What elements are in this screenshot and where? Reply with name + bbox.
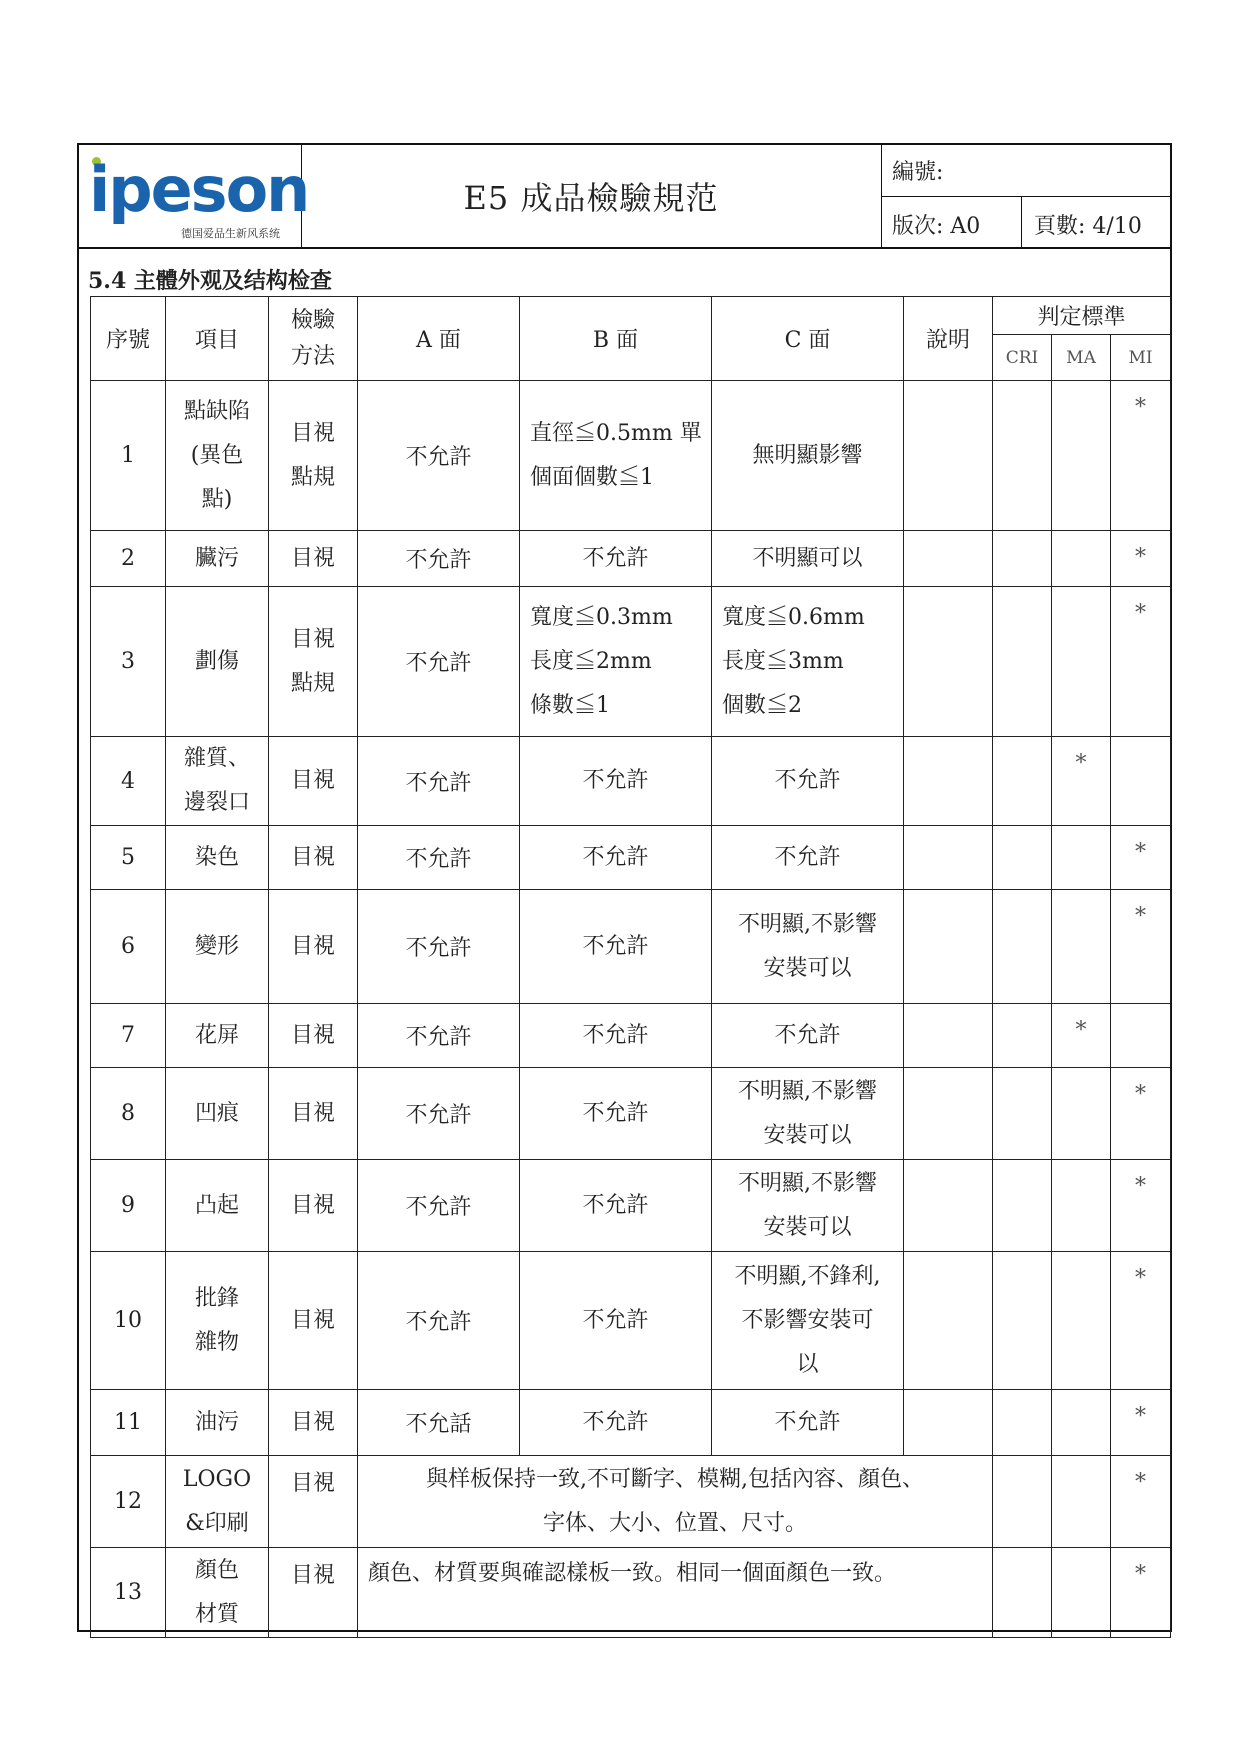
header-face-b: B 面 <box>520 297 712 381</box>
cell-no: 1 <box>91 381 166 531</box>
cell-face-b-line: 不允許 <box>582 1100 649 1126</box>
cell-item <box>166 826 269 890</box>
cell-ma <box>1052 1456 1111 1548</box>
cell-mi: * <box>1111 1390 1171 1456</box>
cell-item-line: 點缺陷 <box>183 398 250 424</box>
cell-note <box>904 381 993 531</box>
cell-description: 顏色、材質要與確認樣板一致。相同一個面顏色一致。 <box>358 1548 993 1638</box>
cell-mi <box>1111 737 1171 826</box>
cell-face-a: 不允許 <box>358 1160 520 1252</box>
cell-ma <box>1052 1390 1111 1456</box>
header-face-c: C 面 <box>712 297 904 381</box>
cell-cri <box>993 737 1052 826</box>
cell-item <box>166 1456 269 1548</box>
cell-method-line: 目視 <box>290 1022 335 1048</box>
cell-note <box>904 737 993 826</box>
code-label: 編號: <box>892 160 944 185</box>
cell-face-c-line: 長度≦3mm <box>722 648 844 674</box>
cell-face-c <box>712 737 904 826</box>
cell-no: 4 <box>91 737 166 826</box>
cell-mi: * <box>1111 531 1171 587</box>
logo-tagline: 德国爱品生新风系统 <box>181 227 280 240</box>
cell-item <box>166 737 269 826</box>
left-border <box>77 249 79 1632</box>
cell-face-b-line: 不允許 <box>582 1192 649 1218</box>
cell-face-b-line: 不允許 <box>582 1022 649 1048</box>
table-row <box>91 1004 1171 1068</box>
cell-method-line: 目視 <box>290 844 335 870</box>
header-method-text: 檢驗方法 <box>290 307 335 369</box>
table-row <box>91 587 1171 737</box>
cell-ma <box>1052 531 1111 587</box>
cell-method <box>269 1068 358 1160</box>
cell-face-b <box>520 1252 712 1390</box>
cell-method-line: 點規 <box>290 464 335 490</box>
cell-method <box>269 1252 358 1390</box>
cell-mi: * <box>1111 1548 1171 1638</box>
header-criteria: 判定標準 <box>993 297 1171 335</box>
cell-mi: * <box>1111 587 1171 737</box>
cell-item <box>166 1548 269 1638</box>
cell-face-a: 不允許 <box>358 381 520 531</box>
cell-ma <box>1052 1252 1111 1390</box>
cell-face-c-line: 不明顯可以 <box>752 545 863 571</box>
cell-note <box>904 531 993 587</box>
cell-method-line: 目視 <box>290 420 335 446</box>
table-body <box>91 381 1171 1456</box>
cell-no: 11 <box>91 1390 166 1456</box>
cell-note <box>904 587 993 737</box>
cell-face-c-line: 不影響安裝可 <box>741 1307 874 1333</box>
cell-face-b-line: 長度≦2mm <box>530 648 652 674</box>
cell-method-line: 目視 <box>290 545 335 571</box>
cell-ma <box>1052 381 1111 531</box>
cell-face-b-line: 不允許 <box>582 768 649 793</box>
cell-item-line: 染色 <box>194 844 239 870</box>
cell-item <box>166 1004 269 1068</box>
cell-face-b-line: 不允許 <box>582 1307 649 1333</box>
cell-no: 5 <box>91 826 166 890</box>
cell-note <box>904 1390 993 1456</box>
cell-face-b <box>520 1390 712 1456</box>
cell-item-line: 批鋒 <box>194 1285 239 1311</box>
cell-method: 目視 <box>269 1548 358 1638</box>
cell-method: 目視 <box>269 1456 358 1548</box>
cell-item-line: 臟污 <box>194 545 239 571</box>
cell-method-line: 目視 <box>290 933 335 959</box>
inspection-table <box>90 296 1171 1638</box>
cell-face-b-line: 個面個數≦1 <box>530 464 654 490</box>
cell-method-line: 目視 <box>290 626 335 652</box>
header-face-a: A 面 <box>358 297 520 381</box>
cell-method <box>269 737 358 826</box>
cell-ma <box>1052 1068 1111 1160</box>
cell-cri <box>993 531 1052 587</box>
cell-method <box>269 1004 358 1068</box>
table-row <box>91 1160 1171 1252</box>
header-item: 項目 <box>166 297 269 381</box>
table-row <box>91 737 1171 826</box>
cell-cri <box>993 1068 1052 1160</box>
cell-cri <box>993 1390 1052 1456</box>
cell-face-a: 不允許 <box>358 531 520 587</box>
cell-ma: * <box>1052 1004 1111 1068</box>
cell-mi: * <box>1111 1252 1171 1390</box>
cell-item <box>166 1390 269 1456</box>
table-row <box>91 826 1171 890</box>
table-row <box>91 1456 1171 1548</box>
cell-description <box>358 1456 993 1548</box>
cell-method-line: 目視 <box>290 1192 335 1218</box>
cell-face-c-line: 安裝可以 <box>763 1122 852 1148</box>
table-row <box>91 1390 1171 1456</box>
cell-method-line: 目視 <box>290 768 335 793</box>
cell-face-c <box>712 1252 904 1390</box>
logo-wordmark: ipeson <box>89 153 309 226</box>
cell-face-c <box>712 826 904 890</box>
section-title: 5.4 主體外观及结构检查 <box>88 268 332 294</box>
cell-method <box>269 531 358 587</box>
cell-face-b <box>520 737 712 826</box>
cell-face-c <box>712 890 904 1004</box>
cell-method-line: 目視 <box>290 1100 335 1126</box>
table-row <box>91 890 1171 1004</box>
cell-cri <box>993 587 1052 737</box>
cell-method <box>269 1390 358 1456</box>
cell-face-c <box>712 587 904 737</box>
cell-no: 8 <box>91 1068 166 1160</box>
cell-no: 6 <box>91 890 166 1004</box>
cell-face-c <box>712 1160 904 1252</box>
version-label: 版次: <box>892 214 944 239</box>
cell-mi: * <box>1111 1160 1171 1252</box>
cell-method-line: 目視 <box>290 1409 335 1435</box>
cell-no: 2 <box>91 531 166 587</box>
page-value: 4/10 <box>1092 214 1142 239</box>
cell-face-c-line: 以 <box>796 1351 819 1377</box>
cell-method <box>269 890 358 1004</box>
table-row <box>91 531 1171 587</box>
table-row <box>91 1252 1171 1390</box>
cell-item-line: 邊裂口 <box>183 790 250 815</box>
cell-face-c-line: 不允許 <box>774 768 841 793</box>
table-body-summary <box>91 1456 1171 1638</box>
logo-cell <box>79 145 309 247</box>
cell-face-a: 不允許 <box>358 737 520 826</box>
cell-item-line: 雜質、 <box>183 746 250 771</box>
cell-item-line: LOGO <box>182 1466 252 1492</box>
cell-item <box>166 587 269 737</box>
cell-item-line: 花屏 <box>194 1022 239 1048</box>
cell-face-c-line: 安裝可以 <box>763 955 852 981</box>
cell-face-c-line: 個數≦2 <box>722 692 802 718</box>
cell-face-c <box>712 1004 904 1068</box>
cell-description-line: 與样板保持一致,不可斷字、模糊,包括內容、顏色、 <box>426 1466 924 1492</box>
cell-face-a: 不允許 <box>358 1068 520 1160</box>
document-page <box>1022 197 1171 247</box>
cell-face-b-line: 寬度≦0.3mm <box>530 604 673 630</box>
cell-item-line: 凸起 <box>194 1192 239 1218</box>
table-row <box>91 1068 1171 1160</box>
cell-item-line: 點) <box>201 486 233 512</box>
page-label: 頁數: <box>1034 214 1086 239</box>
cell-face-b <box>520 381 712 531</box>
cell-face-b <box>520 826 712 890</box>
cell-note <box>904 890 993 1004</box>
cell-ma <box>1052 826 1111 890</box>
cell-mi: * <box>1111 1456 1171 1548</box>
cell-item-line: 變形 <box>194 933 239 959</box>
cell-no: 9 <box>91 1160 166 1252</box>
document-version <box>882 197 1022 247</box>
cell-face-a: 不允許 <box>358 1252 520 1390</box>
cell-face-c-line: 不明顯,不影響 <box>738 1078 877 1104</box>
cell-note <box>904 1004 993 1068</box>
cell-ma <box>1052 1548 1111 1638</box>
cell-face-b-line: 不允許 <box>582 1409 649 1435</box>
cell-cri <box>993 1456 1052 1548</box>
cell-face-c-line: 不明顯,不影響 <box>738 1170 877 1196</box>
cell-face-b <box>520 1068 712 1160</box>
cell-item <box>166 381 269 531</box>
cell-no: 10 <box>91 1252 166 1390</box>
cell-face-b <box>520 531 712 587</box>
cell-face-b-line: 不允許 <box>582 844 649 870</box>
cell-cri <box>993 1160 1052 1252</box>
cell-item <box>166 1160 269 1252</box>
header-no: 序號 <box>91 297 166 381</box>
cell-item <box>166 890 269 1004</box>
cell-cri <box>993 826 1052 890</box>
company-logo <box>89 153 309 243</box>
cell-item-line: 凹痕 <box>194 1100 239 1126</box>
cell-note <box>904 826 993 890</box>
cell-face-c <box>712 1068 904 1160</box>
header-mi: MI <box>1111 335 1171 381</box>
cell-face-c-line: 不明顯,不鋒利, <box>734 1263 881 1289</box>
cell-face-b-line: 條數≦1 <box>530 692 610 718</box>
cell-item-line: 油污 <box>194 1409 239 1435</box>
cell-face-c <box>712 531 904 587</box>
cell-face-c <box>712 1390 904 1456</box>
cell-ma <box>1052 1160 1111 1252</box>
cell-method-line: 點規 <box>290 670 335 696</box>
cell-item-line: 顏色 <box>194 1557 239 1583</box>
cell-no: 13 <box>91 1548 166 1638</box>
cell-face-c-line: 安裝可以 <box>763 1214 852 1240</box>
cell-face-a: 不允許 <box>358 587 520 737</box>
cell-face-c-line: 不明顯,不影響 <box>738 911 877 937</box>
cell-face-a: 不允許 <box>358 1004 520 1068</box>
cell-method <box>269 1160 358 1252</box>
cell-cri <box>993 381 1052 531</box>
cell-method <box>269 826 358 890</box>
cell-face-c <box>712 381 904 531</box>
cell-note <box>904 1068 993 1160</box>
document-code <box>882 145 1171 197</box>
cell-face-c-line: 寬度≦0.6mm <box>722 604 865 630</box>
cell-no: 12 <box>91 1456 166 1548</box>
cell-mi: * <box>1111 890 1171 1004</box>
cell-method <box>269 381 358 531</box>
version-value: A0 <box>950 214 981 239</box>
cell-item <box>166 1068 269 1160</box>
cell-item <box>166 1252 269 1390</box>
cell-face-c-line: 不允許 <box>774 1409 841 1435</box>
cell-mi: * <box>1111 1068 1171 1160</box>
cell-face-b <box>520 1004 712 1068</box>
cell-face-b-line: 不允許 <box>582 933 649 959</box>
header-note: 說明 <box>904 297 993 381</box>
cell-face-b <box>520 587 712 737</box>
cell-no: 7 <box>91 1004 166 1068</box>
cell-item <box>166 531 269 587</box>
cell-method-line: 目視 <box>290 1307 335 1333</box>
cell-face-b <box>520 1160 712 1252</box>
cell-ma <box>1052 587 1111 737</box>
header-ma: MA <box>1052 335 1111 381</box>
cell-method <box>269 587 358 737</box>
cell-note <box>904 1252 993 1390</box>
cell-note <box>904 1160 993 1252</box>
cell-face-a: 不允許 <box>358 890 520 1004</box>
cell-item-line: &印刷 <box>185 1510 249 1536</box>
cell-mi <box>1111 1004 1171 1068</box>
cell-item-line: 材質 <box>194 1601 239 1627</box>
cell-face-b <box>520 890 712 1004</box>
cell-cri <box>993 1548 1052 1638</box>
cell-item-line: (異色 <box>190 442 244 468</box>
cell-description-line: 字体、大小、位置、尺寸。 <box>542 1510 807 1536</box>
header-method <box>269 297 358 381</box>
cell-face-b-line: 直徑≦0.5mm 單 <box>530 420 702 446</box>
document-meta <box>881 145 1171 247</box>
cell-cri <box>993 1004 1052 1068</box>
document-header <box>77 143 1172 249</box>
document-title: E5 成品檢驗規范 <box>463 179 719 217</box>
cell-mi: * <box>1111 381 1171 531</box>
cell-face-a: 不允話 <box>358 1390 520 1456</box>
cell-ma: * <box>1052 737 1111 826</box>
header-cri: CRI <box>993 335 1052 381</box>
table-row <box>91 1548 1171 1638</box>
cell-no: 3 <box>91 587 166 737</box>
cell-face-c-line: 無明顯影響 <box>752 442 863 468</box>
cell-item-line: 劃傷 <box>194 648 239 674</box>
cell-face-b-line: 不允許 <box>582 545 649 571</box>
cell-face-c-line: 不允許 <box>774 1022 841 1048</box>
cell-face-a: 不允許 <box>358 826 520 890</box>
table-row <box>91 381 1171 531</box>
cell-ma <box>1052 890 1111 1004</box>
cell-face-c-line: 不允許 <box>774 844 841 870</box>
cell-item-line: 雜物 <box>194 1329 239 1355</box>
cell-cri <box>993 890 1052 1004</box>
cell-cri <box>993 1252 1052 1390</box>
cell-mi: * <box>1111 826 1171 890</box>
